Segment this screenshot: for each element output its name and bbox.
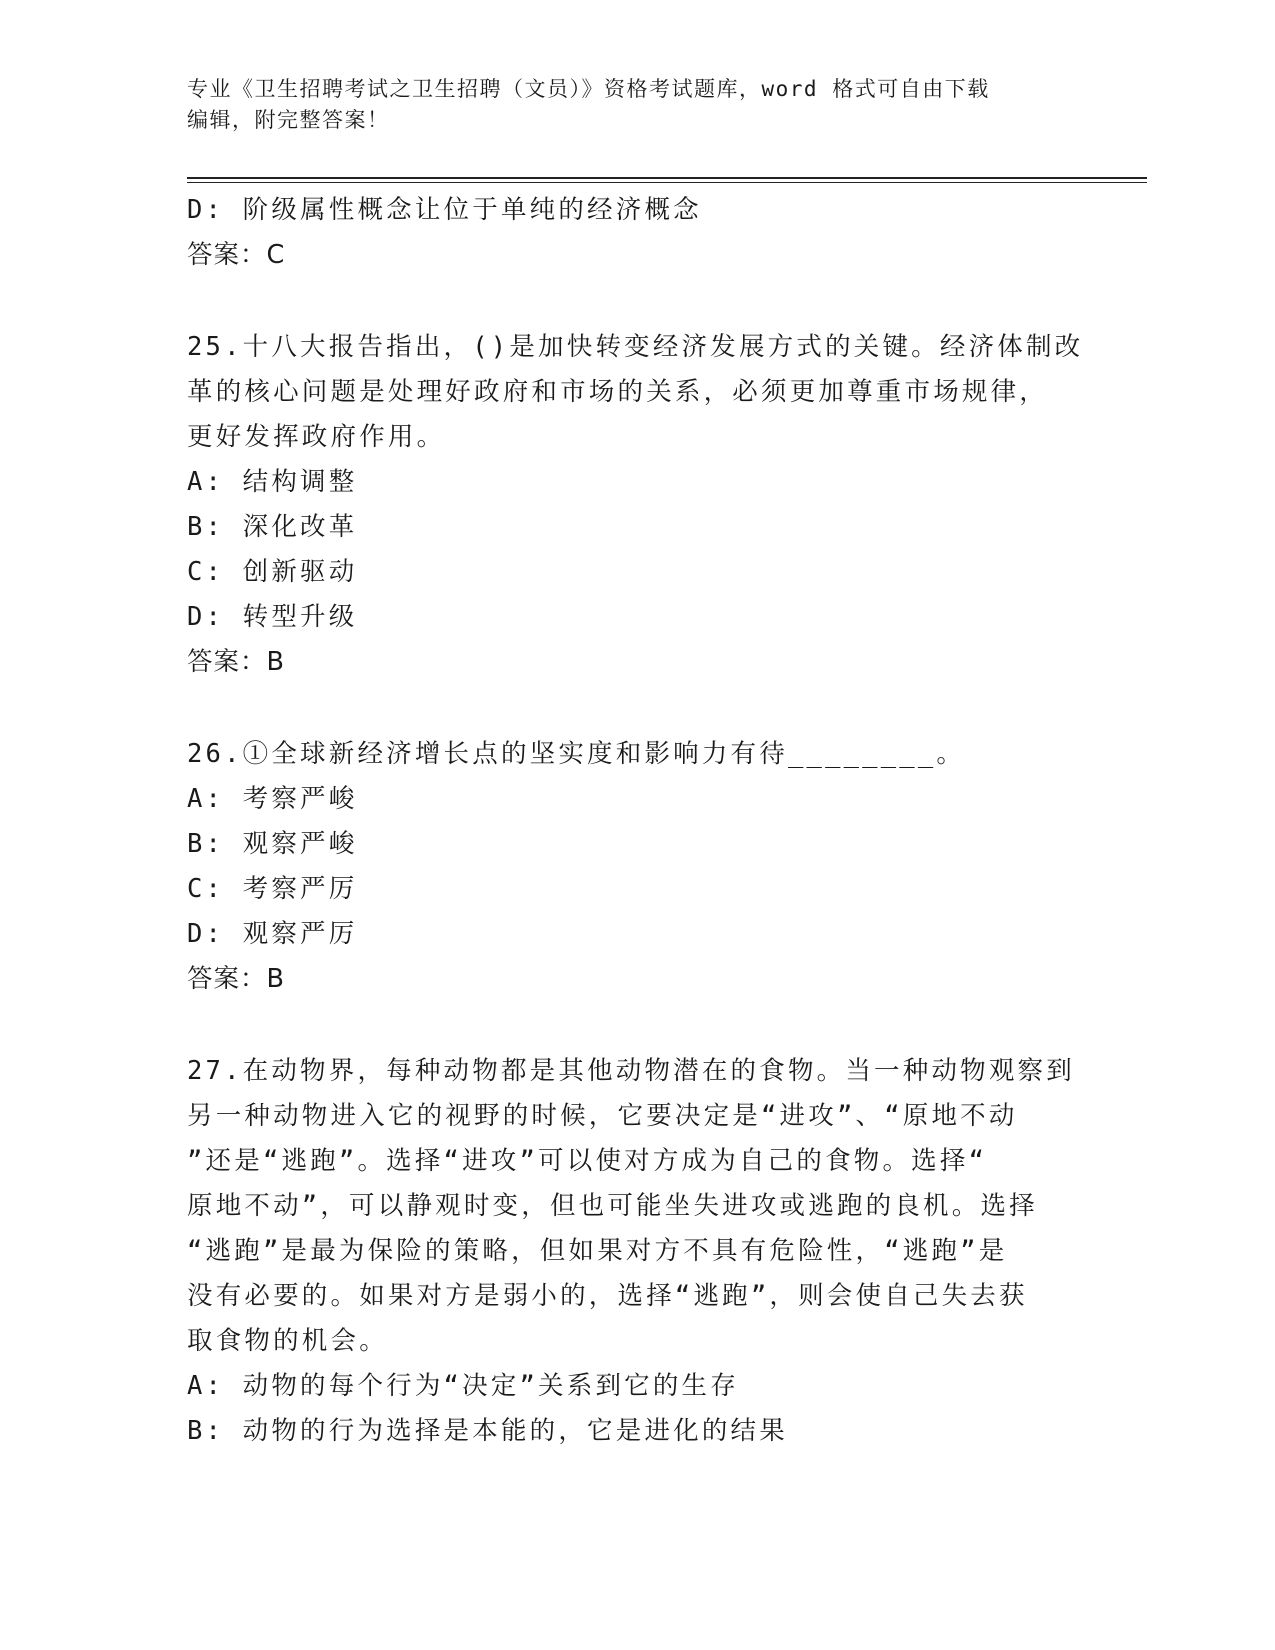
option-b: B: 观察严峻 — [187, 829, 358, 859]
question-text-line: ”还是“逃跑”。选择“进攻”可以使对方成为自己的食物。选择“ — [187, 1146, 988, 1176]
option-a: A: 结构调整 — [187, 467, 358, 497]
answer: 答案：C — [187, 240, 286, 270]
header-rule-thin — [187, 182, 1147, 183]
question-text-line: 25.十八大报告指出，()是加快转变经济发展方式的关键。经济体制改 — [187, 332, 1084, 362]
question-text-line: 原地不动”，可以静观时变，但也可能坐失进攻或逃跑的良机。选择 — [187, 1191, 1038, 1221]
question-text-line: 更好发挥政府作用。 — [187, 422, 446, 452]
question-text-line: “逃跑”是最为保险的策略，但如果对方不具有危险性，“逃跑”是 — [187, 1236, 1008, 1266]
document-header — [187, 74, 1087, 136]
option-a: A: 考察严峻 — [187, 784, 358, 814]
question-text-line: 26.①全球新经济增长点的坚实度和影响力有待________。 — [187, 739, 966, 769]
question-text-line: 另一种动物进入它的视野的时候，它要决定是“进攻”、“原地不动 — [187, 1101, 1018, 1131]
spacer — [187, 1002, 1067, 1049]
question-text-line: 革的核心问题是处理好政府和市场的关系，必须更加尊重市场规律， — [187, 377, 1049, 407]
option-c: C: 考察严厉 — [187, 874, 358, 904]
question-text-line: 没有必要的。如果对方是弱小的，选择“逃跑”，则会使自己失去获 — [187, 1281, 1028, 1311]
question-25 — [187, 325, 1084, 685]
question-26 — [187, 732, 1067, 1002]
question-24-tail — [187, 188, 1067, 278]
option-a: A: 动物的每个行为“决定”关系到它的生存 — [187, 1371, 739, 1401]
header-rule-thick — [187, 177, 1147, 179]
option-d: D: 阶级属性概念让位于单纯的经济概念 — [187, 195, 702, 225]
spacer — [187, 278, 1067, 325]
option-d: D: 观察严厉 — [187, 919, 358, 949]
question-text-line: 取食物的机会。 — [187, 1326, 388, 1356]
question-text-line: 27.在动物界，每种动物都是其他动物潜在的食物。当一种动物观察到 — [187, 1056, 1075, 1086]
spacer — [187, 685, 1067, 732]
option-b: B: 动物的行为选择是本能的，它是进化的结果 — [187, 1416, 788, 1446]
header-line-1: 专业《卫生招聘考试之卫生招聘（文员）》资格考试题库，word 格式可自由下载 — [187, 77, 990, 101]
option-d: D: 转型升级 — [187, 602, 358, 632]
question-27 — [187, 1049, 1075, 1454]
option-c: C: 创新驱动 — [187, 557, 358, 587]
document-body — [187, 188, 1084, 1454]
header-line-2: 编辑，附完整答案！ — [187, 108, 390, 132]
answer: 答案：B — [187, 964, 285, 994]
option-b: B: 深化改革 — [187, 512, 358, 542]
answer: 答案：B — [187, 647, 285, 677]
